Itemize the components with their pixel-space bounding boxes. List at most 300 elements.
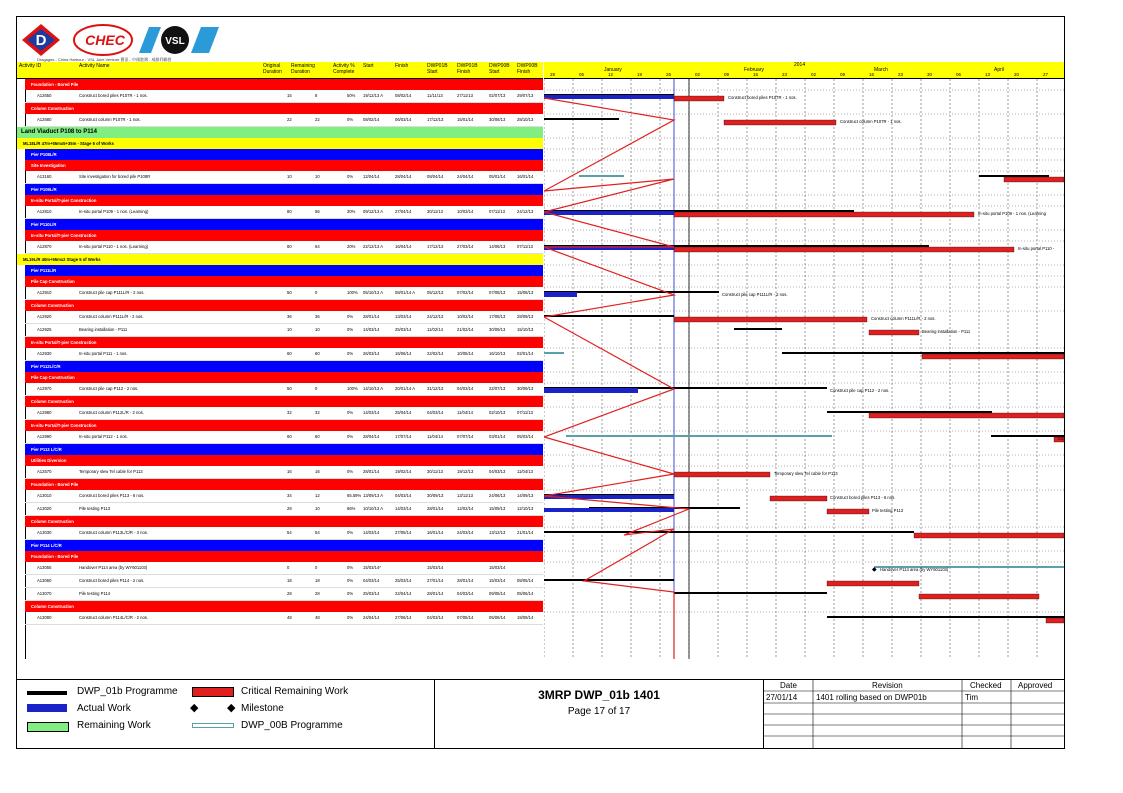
group-header[interactable] bbox=[25, 444, 543, 455]
legend-baseline-swatch bbox=[27, 691, 67, 695]
cell-rd: 10 bbox=[315, 506, 320, 511]
cell-od: 0 bbox=[287, 565, 290, 570]
cell-d1f: 07/07/14 bbox=[457, 434, 474, 439]
gantt-bar bbox=[914, 533, 1064, 538]
cell-s: 05/10/13 A bbox=[363, 290, 384, 295]
cell-d0f: 12/10/13 bbox=[517, 506, 534, 511]
cell-d0s: 09/05/14 bbox=[489, 591, 506, 596]
table-row[interactable] bbox=[25, 588, 543, 601]
milestone-icon: ◆ bbox=[227, 702, 236, 714]
cell-d1s: 30/09/13 bbox=[427, 493, 444, 498]
group-header[interactable] bbox=[25, 479, 543, 490]
group-header[interactable] bbox=[25, 160, 543, 171]
table-row[interactable] bbox=[25, 241, 543, 254]
legend-dwp00b: DWP_00B Programme bbox=[241, 720, 343, 731]
group-label: Land Viaduct P108 to P114 bbox=[21, 129, 97, 135]
bar-label: Construct bored piles P113 - 6 nos. bbox=[830, 495, 896, 500]
cell-d1f: 04/03/14 bbox=[457, 386, 474, 391]
gantt-bar bbox=[544, 118, 619, 120]
col-dwp01b-start[interactable]: DWP01B Start bbox=[427, 63, 448, 75]
col-finish[interactable]: Finish bbox=[395, 63, 409, 69]
cell-rd: 28 bbox=[315, 591, 320, 596]
cell-id: A13060 bbox=[37, 578, 52, 583]
col-percent-complete[interactable]: Activity % Complete bbox=[333, 63, 355, 75]
timeline-week: 02 bbox=[811, 72, 817, 77]
cell-d1s: 24/12/13 bbox=[427, 314, 444, 319]
cell-name: Construct pile cap P111L/R - 2 nos. bbox=[79, 290, 145, 295]
gantt-bar bbox=[827, 509, 869, 514]
cell-name: Construct column P113L/C/R - 3 nos. bbox=[79, 530, 149, 535]
cell-pc: 0% bbox=[347, 530, 354, 535]
cell-pc: 0% bbox=[347, 410, 354, 415]
group-header[interactable] bbox=[25, 149, 543, 160]
group-header[interactable] bbox=[25, 195, 543, 206]
gantt-bar bbox=[919, 594, 1039, 599]
group-label: In-situ Portal/T-pier Construction bbox=[31, 423, 97, 428]
cell-d0s: 15/09/13 bbox=[489, 506, 506, 511]
group-label: Pier P113 L/C/R bbox=[31, 447, 62, 452]
page-number: Page 17 of 17 bbox=[567, 706, 631, 717]
rev-header-date: Date bbox=[780, 681, 797, 690]
bar-label: Handover P114 area (by WY601103) bbox=[880, 567, 949, 572]
group-label: Column Construction bbox=[31, 303, 74, 308]
table-header bbox=[17, 62, 543, 79]
cell-f: 17/07/14 bbox=[395, 434, 412, 439]
cell-d1f: 28/01/14 bbox=[457, 578, 474, 583]
cell-name: In-situ portal P109 - 1 nos. (Learning) bbox=[79, 209, 149, 214]
bar-label: In-situ portal P109 - 1 nos. (Learning bbox=[978, 211, 1046, 216]
cell-s: 14/03/14 bbox=[363, 530, 380, 535]
cell-name: Pile testing P114 bbox=[79, 591, 111, 596]
group-label: Pier P112L/C/R bbox=[31, 364, 61, 369]
timeline-week: 19 bbox=[637, 72, 643, 77]
group-label: Utilities Diversion bbox=[31, 458, 67, 463]
cell-d1f: 27/03/14 bbox=[457, 244, 474, 249]
group-header[interactable] bbox=[17, 127, 543, 138]
cell-rd: 60 bbox=[315, 351, 320, 356]
cell-d0s: 16/10/13 bbox=[489, 351, 506, 356]
table-row[interactable] bbox=[25, 612, 543, 625]
cell-f: 04/03/14 bbox=[395, 493, 412, 498]
cell-s: 24/04/14 bbox=[363, 615, 380, 620]
bar-label: Co bbox=[1058, 436, 1064, 441]
timeline-week: 16 bbox=[753, 72, 759, 77]
table-row[interactable] bbox=[25, 206, 543, 219]
cell-rd: 10 bbox=[315, 174, 320, 179]
svg-text:CHEC: CHEC bbox=[85, 32, 125, 48]
gantt-bar bbox=[544, 352, 564, 354]
cell-pc: 20% bbox=[347, 244, 356, 249]
legend-actual-swatch bbox=[27, 704, 67, 712]
group-header[interactable] bbox=[25, 103, 543, 114]
cell-d0s: 14/08/13 bbox=[489, 244, 506, 249]
cell-id: A12680 bbox=[37, 117, 52, 122]
cell-pc: 0% bbox=[347, 565, 354, 570]
gantt-bar bbox=[674, 96, 724, 101]
table-row[interactable] bbox=[25, 431, 543, 444]
cell-f: 13/03/14 bbox=[395, 314, 412, 319]
gantt-bar bbox=[827, 616, 1064, 618]
timeline-week: 29 bbox=[550, 72, 556, 77]
cell-d0s: 17/08/13 bbox=[489, 314, 506, 319]
cell-d1f: 21/02/14 bbox=[457, 327, 474, 332]
cell-d1f: 10/05/14 bbox=[457, 351, 474, 356]
group-label: ML18L/R 47m+55mx5+35m - Stage 5 of Works bbox=[23, 141, 114, 146]
group-label: Pier P108L/R bbox=[31, 152, 57, 157]
cell-id: A13070 bbox=[37, 591, 52, 596]
legend-actual: Actual Work bbox=[77, 703, 131, 714]
dragages-logo-icon bbox=[21, 23, 61, 57]
group-header[interactable] bbox=[25, 361, 543, 372]
cell-d1s: 28/01/14 bbox=[427, 506, 444, 511]
cell-d0s: 13/12/13 bbox=[489, 530, 506, 535]
group-header[interactable] bbox=[25, 372, 543, 383]
cell-s: 10/10/13 A bbox=[363, 506, 384, 511]
table-row[interactable] bbox=[25, 287, 543, 300]
group-header[interactable] bbox=[25, 420, 543, 431]
cell-id: A13010 bbox=[37, 493, 52, 498]
cell-pc: 0% bbox=[347, 117, 354, 122]
cell-id: A12970 bbox=[37, 386, 52, 391]
gantt-bar bbox=[922, 354, 1064, 359]
cell-d1f: 10/03/14 bbox=[457, 209, 474, 214]
progress-line bbox=[544, 98, 689, 659]
rev-header-approved: Approved bbox=[1018, 681, 1053, 690]
cell-rd: 54 bbox=[315, 530, 320, 535]
cell-name: In-situ portal P112 - 1 nos. bbox=[79, 434, 128, 439]
col-dwp01b-finish[interactable]: DWP01B Finish bbox=[457, 63, 478, 75]
cell-s: 15/03/14* bbox=[363, 565, 381, 570]
cell-name: Site investigation for bored pile P108R bbox=[79, 174, 151, 179]
cell-d1s: 16/01/14 bbox=[427, 530, 444, 535]
group-header[interactable] bbox=[25, 79, 543, 90]
gantt-bar bbox=[544, 95, 674, 99]
cell-od: 22 bbox=[287, 117, 292, 122]
group-label: Foundation - Bored Pile bbox=[31, 482, 79, 487]
cell-od: 54 bbox=[287, 530, 292, 535]
table-row[interactable] bbox=[25, 90, 543, 103]
group-label: Pier P111L/R bbox=[31, 268, 57, 273]
cell-name: Construct bored piles P114 - 2 nos. bbox=[79, 578, 145, 583]
gantt-bar bbox=[827, 411, 992, 413]
cell-d0s: 03/01/14 bbox=[489, 434, 506, 439]
cell-id: A12570 bbox=[37, 469, 52, 474]
gantt-bar bbox=[674, 472, 770, 477]
cell-id: A12910 bbox=[37, 290, 52, 295]
table-row[interactable] bbox=[25, 383, 543, 396]
cell-d1f: 13/11/13 bbox=[457, 493, 473, 498]
cell-f: 19/02/14 bbox=[395, 469, 412, 474]
col-activity-id[interactable]: Activity ID bbox=[19, 63, 42, 69]
cell-id: A12650 bbox=[37, 93, 52, 98]
gantt-bar bbox=[979, 175, 1049, 177]
cell-pc: 50% bbox=[347, 93, 356, 98]
gantt-bar bbox=[544, 508, 674, 512]
cell-d0s: 30/08/13 bbox=[489, 117, 506, 122]
cell-s: 08/02/14 bbox=[363, 117, 380, 122]
cell-d0f: 05/06/14 bbox=[517, 591, 534, 596]
gantt-bar bbox=[674, 212, 974, 217]
cell-d1s: 11/11/13 bbox=[427, 93, 443, 98]
cell-f: 27/05/14 bbox=[395, 530, 412, 535]
cell-od: 50 bbox=[287, 290, 292, 295]
cell-od: 80 bbox=[287, 244, 292, 249]
cell-rd: 18 bbox=[315, 578, 320, 583]
table-row[interactable] bbox=[25, 324, 543, 337]
group-header[interactable] bbox=[25, 219, 543, 230]
cell-rd: 22 bbox=[315, 117, 320, 122]
cell-od: 15 bbox=[287, 93, 292, 98]
cell-d0f: 29/07/13 bbox=[517, 93, 534, 98]
cell-name: Construct column P111L/R - 2 nos. bbox=[79, 314, 144, 319]
col-remaining-duration[interactable]: Remaining Duration bbox=[291, 63, 315, 75]
cell-f: 14/03/14 bbox=[395, 506, 412, 511]
cell-id: A12920 bbox=[37, 314, 52, 319]
group-label: In-situ Portal/T-pier Construction bbox=[31, 233, 97, 238]
cell-s: 28/04/14 bbox=[363, 434, 380, 439]
gantt-bar bbox=[674, 247, 1014, 252]
cell-id: A13160 bbox=[37, 174, 52, 179]
col-dwp00b-start[interactable]: DWP00B Start bbox=[489, 63, 510, 75]
timeline-week: 16 bbox=[869, 72, 875, 77]
cell-od: 10 bbox=[287, 174, 292, 179]
table-row[interactable] bbox=[25, 407, 543, 420]
cell-od: 18 bbox=[287, 578, 292, 583]
bar-label: Construct column P111L/R - 2 nos. bbox=[871, 316, 936, 321]
cell-id: A12990 bbox=[37, 434, 52, 439]
table-row[interactable] bbox=[25, 171, 543, 184]
milestone-icon: ◆ bbox=[872, 567, 877, 573]
gantt-bar bbox=[991, 435, 1064, 437]
cell-rd: 8 bbox=[315, 93, 318, 98]
cell-s: 13/09/13 A bbox=[363, 493, 384, 498]
cell-name: Temporary slew Tel cable for P113 bbox=[79, 469, 143, 474]
cell-pc: 100% bbox=[347, 386, 358, 391]
title-block bbox=[435, 679, 764, 748]
cell-od: 16 bbox=[287, 469, 292, 474]
cell-d0f: 28/09/13 bbox=[517, 314, 534, 319]
group-label: Pier P114 L/C/R bbox=[31, 543, 62, 548]
table-row[interactable] bbox=[25, 466, 543, 479]
cell-pc: 66% bbox=[347, 506, 356, 511]
group-header[interactable] bbox=[25, 396, 543, 407]
group-header[interactable] bbox=[25, 540, 543, 551]
cell-d1f: 24/03/14 bbox=[457, 530, 474, 535]
timeline-week: 26 bbox=[666, 72, 672, 77]
gantt-bar bbox=[579, 175, 624, 177]
cell-s: 04/03/14 bbox=[363, 578, 380, 583]
cell-name: Construct column P107R - 1 nos. bbox=[79, 117, 141, 122]
cell-d1s: 30/11/13 bbox=[427, 209, 443, 214]
cell-d1f: 24/04/14 bbox=[457, 174, 474, 179]
cell-s: 19/12/13 A bbox=[363, 93, 384, 98]
table-row[interactable] bbox=[25, 527, 543, 540]
gantt-bar bbox=[566, 435, 832, 437]
cell-d0f: 19/09/14 bbox=[517, 615, 534, 620]
legend-remaining: Remaining Work bbox=[77, 720, 151, 731]
gantt-chart bbox=[544, 79, 1064, 659]
group-label: Pile Cap Construction bbox=[31, 279, 75, 284]
cell-f: 06/03/14 bbox=[395, 117, 412, 122]
group-label: Pier P109L/R bbox=[31, 187, 57, 192]
timeline-week: 12 bbox=[608, 72, 614, 77]
table-row[interactable] bbox=[25, 348, 543, 361]
cell-d1s: 04/03/14 bbox=[427, 615, 444, 620]
cell-d0f: 02/01/14 bbox=[517, 351, 534, 356]
cell-id: A12980 bbox=[37, 410, 52, 415]
group-header[interactable] bbox=[25, 300, 543, 311]
group-header[interactable] bbox=[17, 254, 543, 265]
rev-date: 27/01/14 bbox=[766, 693, 798, 702]
bar-label: Construct pile cap P111L/R - 2 nos. bbox=[722, 292, 788, 297]
group-label: Column Construction bbox=[31, 106, 74, 111]
group-header[interactable] bbox=[25, 265, 543, 276]
cell-rd: 36 bbox=[315, 314, 320, 319]
group-header[interactable] bbox=[25, 516, 543, 527]
cell-s: 14/03/14 bbox=[363, 410, 380, 415]
group-label: Pile Cap Construction bbox=[31, 375, 75, 380]
cell-rd: 56 bbox=[315, 209, 320, 214]
table-row[interactable] bbox=[25, 575, 543, 588]
cell-d1s: 31/12/13 bbox=[427, 386, 444, 391]
rev-header-revision: Revision bbox=[872, 681, 903, 690]
timeline-week: 23 bbox=[898, 72, 904, 77]
cell-d1f: 10/02/14 bbox=[457, 314, 474, 319]
cell-name: Bearing installation - P111 bbox=[79, 327, 128, 332]
timeline-month: February bbox=[744, 67, 765, 73]
gantt-bar bbox=[674, 592, 827, 594]
cell-s: 22/12/13 A bbox=[363, 244, 384, 249]
cell-d0f: 24/12/13 bbox=[517, 209, 534, 214]
col-start[interactable]: Start bbox=[363, 63, 374, 69]
table-row[interactable] bbox=[25, 114, 543, 127]
table-row[interactable] bbox=[25, 562, 543, 575]
cell-pc: 0% bbox=[347, 174, 354, 179]
schedule-sheet bbox=[16, 16, 1065, 749]
cell-pc: 65.59% bbox=[347, 493, 362, 498]
bar-label: Construct bored piles P107R - 1 nos. bbox=[728, 95, 797, 100]
group-header[interactable] bbox=[25, 601, 543, 612]
timeline-week: 06 bbox=[956, 72, 962, 77]
legend-milestone: Milestone bbox=[241, 703, 284, 714]
joint-venture-line: Dragages - China Harbour - VSL Joint Venture 寶嘉 - 中國港灣 - 威勝利聯營 bbox=[37, 57, 172, 62]
cell-d1s: 04/03/14 bbox=[427, 410, 444, 415]
group-header[interactable] bbox=[25, 184, 543, 195]
group-label: Site Investigation bbox=[31, 163, 66, 168]
table-row[interactable] bbox=[25, 490, 543, 503]
vsl-logo-icon bbox=[139, 23, 219, 57]
cell-d1f: 11/04/14 bbox=[457, 410, 473, 415]
cell-f: 25/03/14 bbox=[395, 578, 412, 583]
cell-f: 16/06/14 bbox=[395, 351, 412, 356]
cell-id: A13080 bbox=[37, 615, 52, 620]
cell-d1s: 30/11/13 bbox=[427, 469, 443, 474]
legend-critical-swatch bbox=[192, 687, 234, 697]
cell-id: A13020 bbox=[37, 506, 52, 511]
group-header[interactable] bbox=[25, 230, 543, 241]
group-header[interactable] bbox=[25, 337, 543, 348]
timeline-week: 02 bbox=[695, 72, 701, 77]
cell-id: A12810 bbox=[37, 209, 52, 214]
group-header[interactable] bbox=[25, 455, 543, 466]
cell-d1s: 17/12/13 bbox=[427, 244, 444, 249]
cell-d1f: 04/03/14 bbox=[457, 591, 474, 596]
timeline-week: 23 bbox=[782, 72, 788, 77]
cell-s: 26/03/14 bbox=[363, 351, 380, 356]
group-label: In-situ Portal/T-pier Construction bbox=[31, 198, 97, 203]
cell-name: Construct column P114L/C/R - 2 nos. bbox=[79, 615, 149, 620]
gantt-bar bbox=[770, 496, 827, 501]
cell-id: A12870 bbox=[37, 244, 52, 249]
cell-s: 09/12/13 A bbox=[363, 209, 384, 214]
timeline-week: 05 bbox=[579, 72, 585, 77]
table-row[interactable] bbox=[25, 311, 543, 324]
col-activity-name[interactable]: Activity Name bbox=[79, 63, 110, 69]
cell-d1f: 07/02/14 bbox=[457, 290, 474, 295]
cell-rd: 0 bbox=[315, 290, 318, 295]
group-label: Column Construction bbox=[31, 519, 74, 524]
timeline-grid bbox=[544, 79, 1064, 659]
col-original-duration[interactable]: Original Duration bbox=[263, 63, 282, 75]
cell-d0s: 22/07/13 bbox=[489, 386, 506, 391]
col-dwp00b-finish[interactable]: DWP00B Finish bbox=[517, 63, 538, 75]
timeline-year: 2014 bbox=[794, 62, 806, 68]
group-header[interactable] bbox=[17, 138, 543, 149]
cell-pc: 0% bbox=[347, 615, 354, 620]
cell-od: 34 bbox=[287, 493, 292, 498]
cell-d1f: 19/12/13 bbox=[457, 469, 474, 474]
cell-s: 12/04/14 bbox=[363, 174, 380, 179]
cell-f: 08/01/14 A bbox=[395, 290, 416, 295]
gantt-bar bbox=[674, 317, 867, 322]
cell-d0s: 05/01/14 bbox=[489, 174, 506, 179]
gantt-bar bbox=[869, 413, 1064, 418]
revision-table bbox=[764, 679, 1064, 748]
timeline-month: January bbox=[604, 67, 622, 73]
timeline-week: 27 bbox=[1043, 72, 1049, 77]
cell-pc: 0% bbox=[347, 314, 354, 319]
table-row[interactable] bbox=[25, 503, 543, 516]
group-header[interactable] bbox=[25, 276, 543, 287]
cell-d0f: 30/09/13 bbox=[517, 386, 534, 391]
cell-s: 25/03/14 bbox=[363, 591, 380, 596]
gantt-bar bbox=[734, 328, 782, 330]
cell-pc: 0% bbox=[347, 327, 354, 332]
bar-label: Pile testing P113 bbox=[872, 508, 904, 513]
cell-d0f: 14/09/13 bbox=[517, 493, 534, 498]
legend-dwp01b: DWP_01b Programme bbox=[77, 686, 178, 697]
gantt-bar bbox=[544, 211, 674, 215]
cell-d0s: 15/03/14 bbox=[489, 578, 506, 583]
cell-d0f: 07/11/13 bbox=[517, 410, 533, 415]
group-header[interactable] bbox=[25, 551, 543, 562]
cell-d0f: 28/10/13 bbox=[517, 117, 534, 122]
cell-d1s: 08/04/14 bbox=[427, 174, 444, 179]
cell-od: 32 bbox=[287, 410, 292, 415]
cell-rd: 0 bbox=[315, 386, 318, 391]
cell-d0s: 30/09/13 bbox=[489, 327, 506, 332]
legend-dwp00b-swatch bbox=[192, 723, 234, 728]
cell-od: 80 bbox=[287, 209, 292, 214]
cell-name: Pile testing P113 bbox=[79, 506, 111, 511]
cell-pc: 100% bbox=[347, 290, 358, 295]
cell-f: 20/01/14 A bbox=[395, 386, 416, 391]
cell-d1f: 15/01/14 bbox=[457, 117, 474, 122]
gantt-bar bbox=[544, 388, 638, 393]
gantt-bar bbox=[782, 352, 1064, 354]
cell-d1s: 28/01/14 bbox=[427, 591, 444, 596]
group-label: Column Construction bbox=[31, 604, 74, 609]
